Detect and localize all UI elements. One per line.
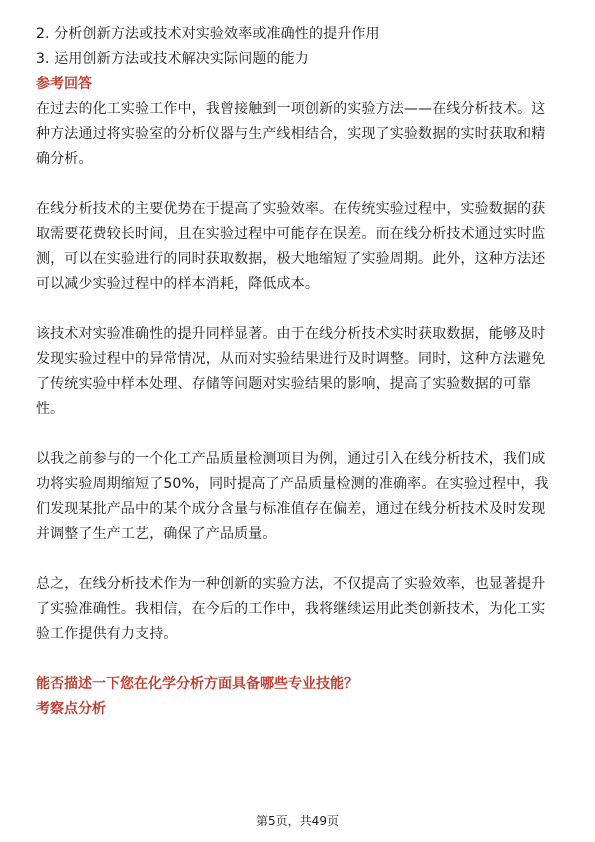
next-question-heading: 能否描述一下您在化学分析方面具备哪些专业技能？ — [36, 676, 358, 692]
paragraph-line: 在过去的化工实验工作中，我曾接触到一项创新的实验方法——在线分析技术。这 — [36, 101, 546, 117]
paragraph-line: 功将实验周期缩短了50%，同时提高了产品质量检测的准确率。在实验过程中，我 — [36, 476, 549, 492]
paragraph-line: 并调整了生产工艺，确保了产品质量。 — [36, 526, 277, 542]
paragraph-line: 以我之前参与的一个化工产品质量检测项目为例，通过引入在线分析技术，我们成 — [36, 451, 546, 467]
paragraph-line: 测，可以在实验进行的同时获取数据，极大地缩短了实验周期。此外，这种方法还 — [36, 251, 546, 267]
paragraph-line: 验工作提供有力支持。 — [36, 626, 178, 642]
list-item: 3. 运用创新方法或技术解决实际问题的能力 — [36, 51, 309, 67]
paragraph-spacer — [36, 547, 566, 572]
analysis-section-heading: 考察点分析 — [36, 701, 106, 717]
paragraph — [36, 572, 566, 647]
paragraph-line: 可以减少实验过程中的样本消耗，降低成本。 — [36, 276, 319, 292]
paragraph-line: 了实验准确性。我相信，在今后的工作中，我将继续运用此类创新技术，为化工实 — [36, 601, 546, 617]
paragraph-line: 性。 — [36, 401, 65, 417]
reference-answer-heading: 参考回答 — [36, 76, 92, 92]
paragraph-spacer — [36, 647, 566, 672]
paragraph-line: 们发现某批产品中的某个成分含量与标准值存在偏差，通过在线分析技术及时发现 — [36, 501, 546, 517]
paragraph-line: 该技术对实验准确性的提升同样显著。由于在线分析技术实时获取数据，能够及时 — [36, 326, 546, 342]
paragraph-line: 种方法通过将实验室的分析仪器与生产线相结合，实现了实验数据的实时获取和精 — [36, 126, 546, 142]
paragraph-spacer — [36, 172, 566, 197]
paragraph — [36, 447, 566, 547]
list-item: 2. 分析创新方法或技术对实验效率或准确性的提升作用 — [36, 26, 380, 42]
paragraph-line: 了传统实验中样本处理、存储等问题对实验结果的影响，提高了实验数据的可靠 — [36, 376, 532, 392]
paragraph-line: 确分析。 — [36, 151, 93, 167]
paragraph-line: 发现实验过程中的异常情况，从而对实验结果进行及时调整。同时，这种方法避免 — [36, 351, 546, 367]
paragraph — [36, 322, 566, 422]
page-footer: 第5页，共49页 — [256, 814, 339, 828]
paragraph-line: 在线分析技术的主要优势在于提高了实验效率。在传统实验过程中，实验数据的获 — [36, 201, 546, 217]
paragraph — [36, 197, 566, 297]
document-page — [36, 22, 566, 722]
paragraph-line: 总之，在线分析技术作为一种创新的实验方法，不仅提高了实验效率，也显著提升 — [36, 576, 546, 592]
paragraph-line: 取需要花费较长时间，且在实验过程中可能存在误差。而在线分析技术通过实时监 — [36, 226, 546, 242]
paragraph-spacer — [36, 422, 566, 447]
paragraph — [36, 97, 566, 172]
paragraph-spacer — [36, 297, 566, 322]
